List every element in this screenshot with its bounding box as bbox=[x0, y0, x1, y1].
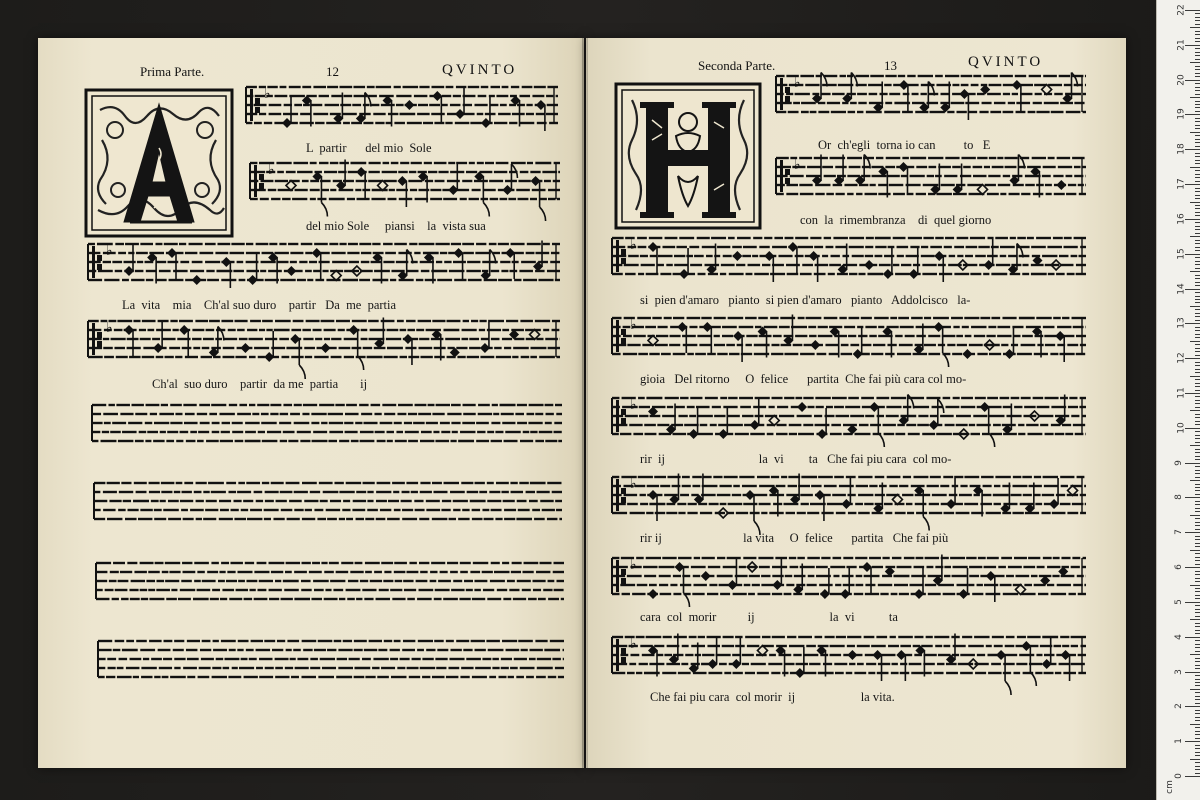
flat-sign: ♭ bbox=[630, 556, 637, 573]
ruler-tick bbox=[1185, 428, 1200, 429]
ruler-tick bbox=[1195, 226, 1200, 227]
ruler-tick bbox=[1195, 403, 1200, 404]
ruler-tick bbox=[1190, 97, 1200, 98]
ruler-tick bbox=[1190, 619, 1200, 620]
ruler-tick bbox=[1195, 31, 1200, 32]
ruler-tick bbox=[1195, 66, 1200, 67]
lyric-line: del mio Sole piansi la vista sua bbox=[306, 219, 486, 233]
ruler-tick bbox=[1195, 407, 1200, 408]
ruler-tick bbox=[1195, 111, 1200, 112]
ruler-number: 6 bbox=[1173, 564, 1184, 570]
voice-title: QVINTO bbox=[968, 54, 1044, 70]
ruler-tick bbox=[1195, 261, 1200, 262]
ruler-tick bbox=[1195, 609, 1200, 610]
ruler-tick bbox=[1185, 219, 1200, 220]
ruler-tick bbox=[1195, 477, 1200, 478]
ruler-tick bbox=[1190, 341, 1200, 342]
ruler-tick bbox=[1195, 128, 1200, 129]
ruler-tick bbox=[1195, 529, 1200, 530]
ruler-tick bbox=[1195, 153, 1200, 154]
ruler-tick bbox=[1195, 48, 1200, 49]
flat-sign: ♭ bbox=[630, 475, 637, 492]
lyric-line: Ch'al suo duro partir da me partia ij bbox=[152, 377, 368, 391]
ruler-tick bbox=[1190, 271, 1200, 272]
ruler-tick bbox=[1195, 59, 1200, 60]
ruler-tick bbox=[1195, 438, 1200, 439]
ruler-tick bbox=[1195, 355, 1200, 356]
flat-sign: ♭ bbox=[630, 396, 637, 413]
ruler-tick bbox=[1195, 233, 1200, 234]
ruler-tick bbox=[1195, 76, 1200, 77]
ruler-tick bbox=[1195, 90, 1200, 91]
ruler-tick bbox=[1195, 633, 1200, 634]
ruler-tick bbox=[1190, 445, 1200, 446]
ruler-number: 7 bbox=[1173, 529, 1184, 536]
ruler-tick bbox=[1195, 710, 1200, 711]
ruler-tick bbox=[1185, 463, 1200, 464]
ruler-tick bbox=[1195, 703, 1200, 704]
ruler-tick bbox=[1195, 313, 1200, 314]
flat-sign: ♭ bbox=[106, 319, 113, 336]
lyric-line: Che fai piu cara col morir ij la vita. bbox=[650, 690, 895, 704]
ruler-tick bbox=[1195, 449, 1200, 450]
ruler-tick bbox=[1195, 574, 1200, 575]
ruler-tick bbox=[1195, 696, 1200, 697]
flat-sign: ♭ bbox=[794, 156, 801, 173]
ruler-tick bbox=[1195, 386, 1200, 387]
ruler-tick bbox=[1195, 414, 1200, 415]
ruler-tick bbox=[1190, 654, 1200, 655]
ruler-tick bbox=[1195, 104, 1200, 105]
ruler-tick bbox=[1190, 27, 1200, 28]
ruler-number: 10 bbox=[1176, 422, 1187, 434]
ruler-tick bbox=[1195, 69, 1200, 70]
ruler-tick bbox=[1185, 323, 1200, 324]
flat-sign: ♭ bbox=[106, 242, 113, 259]
ruler-tick bbox=[1195, 727, 1200, 728]
lyric-line: La vita mia Ch'al suo duro partir Da me partia bbox=[122, 298, 397, 312]
ruler-number: 0 bbox=[1173, 773, 1184, 779]
ruler-tick bbox=[1190, 724, 1200, 725]
ruler-tick bbox=[1195, 731, 1200, 732]
ruler-tick bbox=[1185, 358, 1200, 359]
ruler-tick bbox=[1195, 139, 1200, 140]
ruler-tick bbox=[1195, 752, 1200, 753]
initial-a-woodcut bbox=[86, 90, 232, 236]
ruler-tick bbox=[1185, 497, 1200, 498]
flat-sign: ♭ bbox=[268, 161, 275, 178]
ruler-tick bbox=[1195, 55, 1200, 56]
ruler-tick bbox=[1195, 738, 1200, 739]
ruler-tick bbox=[1195, 773, 1200, 774]
ruler-number: 18 bbox=[1176, 143, 1187, 155]
ruler-tick bbox=[1195, 174, 1200, 175]
ruler-tick bbox=[1195, 560, 1200, 561]
ruler-tick bbox=[1195, 616, 1200, 617]
ruler-tick bbox=[1195, 156, 1200, 157]
ruler-number: 1 bbox=[1173, 738, 1184, 745]
ruler-tick bbox=[1185, 393, 1200, 394]
ruler-tick bbox=[1190, 515, 1200, 516]
ruler-tick bbox=[1195, 264, 1200, 265]
ruler-tick bbox=[1195, 452, 1200, 453]
ruler-tick bbox=[1195, 20, 1200, 21]
ruler-tick bbox=[1195, 557, 1200, 558]
ruler-tick bbox=[1195, 181, 1200, 182]
folio-number: 12 bbox=[326, 64, 339, 79]
ruler-tick bbox=[1195, 292, 1200, 293]
ruler-number: 16 bbox=[1176, 213, 1187, 225]
ruler-tick bbox=[1195, 456, 1200, 457]
ruler-number: 5 bbox=[1173, 599, 1184, 605]
ruler-tick bbox=[1195, 198, 1200, 199]
ruler-number: 17 bbox=[1176, 178, 1187, 190]
ruler-tick bbox=[1195, 755, 1200, 756]
ruler-tick bbox=[1195, 34, 1200, 35]
ruler-tick bbox=[1195, 665, 1200, 666]
ruler-tick bbox=[1195, 142, 1200, 143]
ruler-tick bbox=[1185, 10, 1200, 11]
ruler-tick bbox=[1195, 348, 1200, 349]
ruler-tick bbox=[1195, 435, 1200, 436]
ruler-tick bbox=[1195, 320, 1200, 321]
ruler-number: 12 bbox=[1176, 352, 1187, 364]
ruler-tick bbox=[1195, 668, 1200, 669]
ruler-tick bbox=[1195, 564, 1200, 565]
ruler-tick bbox=[1185, 114, 1200, 115]
ruler-tick bbox=[1195, 417, 1200, 418]
ruler-number: 9 bbox=[1173, 459, 1184, 466]
flat-sign: ♭ bbox=[630, 236, 637, 253]
ruler-tick bbox=[1195, 146, 1200, 147]
ruler-tick bbox=[1195, 658, 1200, 659]
ruler-tick bbox=[1195, 87, 1200, 88]
ruler-tick bbox=[1195, 334, 1200, 335]
ruler-tick bbox=[1195, 17, 1200, 18]
ruler-tick bbox=[1195, 745, 1200, 746]
ruler-tick bbox=[1190, 62, 1200, 63]
ruler-tick bbox=[1195, 518, 1200, 519]
ruler-tick bbox=[1195, 243, 1200, 244]
ruler-tick bbox=[1190, 306, 1200, 307]
ruler-tick bbox=[1190, 410, 1200, 411]
ruler-tick bbox=[1195, 205, 1200, 206]
ruler-tick bbox=[1195, 278, 1200, 279]
ruler-tick bbox=[1195, 762, 1200, 763]
ruler-tick bbox=[1195, 431, 1200, 432]
ruler-tick bbox=[1195, 379, 1200, 380]
ruler-tick bbox=[1195, 571, 1200, 572]
ruler-tick bbox=[1195, 553, 1200, 554]
ruler-tick bbox=[1190, 167, 1200, 168]
flat-sign: ♭ bbox=[264, 85, 271, 102]
ruler-tick bbox=[1195, 612, 1200, 613]
ruler-tick bbox=[1195, 623, 1200, 624]
ruler-tick bbox=[1195, 282, 1200, 283]
ruler-tick bbox=[1195, 630, 1200, 631]
ruler-tick bbox=[1195, 215, 1200, 216]
ruler-tick bbox=[1195, 344, 1200, 345]
ruler-tick bbox=[1195, 511, 1200, 512]
ruler-tick bbox=[1195, 316, 1200, 317]
ruler-tick bbox=[1190, 202, 1200, 203]
ruler-tick bbox=[1195, 769, 1200, 770]
ruler-tick bbox=[1195, 212, 1200, 213]
ruler-tick bbox=[1195, 52, 1200, 53]
ruler-unit-label: cm bbox=[1164, 780, 1175, 794]
ruler-tick bbox=[1195, 713, 1200, 714]
ruler-number: 15 bbox=[1176, 247, 1187, 260]
ruler-tick bbox=[1195, 734, 1200, 735]
ruler-tick bbox=[1195, 685, 1200, 686]
ruler-number: 19 bbox=[1176, 108, 1187, 121]
ruler-tick bbox=[1195, 595, 1200, 596]
lyric-line: gioia Del ritorno O felice partita Che fai più cara col mo- bbox=[640, 372, 967, 386]
ruler-tick bbox=[1195, 125, 1200, 126]
folio-number: 13 bbox=[884, 58, 897, 73]
ruler-tick bbox=[1195, 494, 1200, 495]
ruler-tick bbox=[1195, 302, 1200, 303]
ruler-tick bbox=[1195, 490, 1200, 491]
ruler-tick bbox=[1195, 766, 1200, 767]
ruler-tick bbox=[1195, 240, 1200, 241]
initial-h-woodcut bbox=[616, 84, 760, 228]
ruler-tick bbox=[1185, 567, 1200, 568]
ruler-tick bbox=[1195, 268, 1200, 269]
ruler-tick bbox=[1195, 390, 1200, 391]
ruler-tick bbox=[1195, 473, 1200, 474]
flat-sign: ♭ bbox=[630, 316, 637, 333]
ruler-tick bbox=[1195, 578, 1200, 579]
ruler-number: 21 bbox=[1176, 39, 1187, 51]
ruler-tick bbox=[1195, 327, 1200, 328]
ruler-tick bbox=[1195, 598, 1200, 599]
ruler-tick bbox=[1195, 188, 1200, 189]
ruler-tick bbox=[1195, 160, 1200, 161]
ruler-tick bbox=[1190, 376, 1200, 377]
ruler-tick bbox=[1185, 741, 1200, 742]
ruler-tick bbox=[1195, 720, 1200, 721]
measuring-ruler bbox=[1156, 0, 1200, 800]
ruler-tick bbox=[1195, 73, 1200, 74]
ruler-tick bbox=[1185, 532, 1200, 533]
ruler-tick bbox=[1190, 759, 1200, 760]
ruler-tick bbox=[1195, 351, 1200, 352]
ruler-tick bbox=[1195, 605, 1200, 606]
ruler-tick bbox=[1195, 101, 1200, 102]
ruler-tick bbox=[1185, 637, 1200, 638]
ruler-tick bbox=[1195, 679, 1200, 680]
lyric-line: Or ch'egli torna io can to E bbox=[818, 138, 991, 152]
ruler-number: 22 bbox=[1176, 4, 1187, 16]
ruler-tick bbox=[1195, 539, 1200, 540]
ruler-tick bbox=[1195, 647, 1200, 648]
ruler-tick bbox=[1195, 508, 1200, 509]
ruler-tick bbox=[1195, 362, 1200, 363]
ruler-tick bbox=[1195, 459, 1200, 460]
running-head-seconda: Seconda Parte. bbox=[698, 58, 776, 73]
ruler-tick bbox=[1190, 550, 1200, 551]
ruler-tick bbox=[1195, 466, 1200, 467]
lyric-line: cara col morir ij la vi ta bbox=[640, 610, 898, 624]
ruler-tick bbox=[1195, 501, 1200, 502]
ruler-tick bbox=[1195, 208, 1200, 209]
ruler-tick bbox=[1185, 776, 1200, 777]
ruler-tick bbox=[1195, 692, 1200, 693]
ruler-tick bbox=[1195, 487, 1200, 488]
ruler-tick bbox=[1195, 13, 1200, 14]
ruler-tick bbox=[1195, 661, 1200, 662]
ruler-tick bbox=[1195, 383, 1200, 384]
ruler-tick bbox=[1195, 229, 1200, 230]
ruler-tick bbox=[1185, 184, 1200, 185]
ruler-tick bbox=[1195, 163, 1200, 164]
ruler-tick bbox=[1195, 107, 1200, 108]
lyric-line: con la rimembranza di quel giorno bbox=[800, 213, 992, 227]
ruler-tick bbox=[1195, 135, 1200, 136]
ruler-number: 14 bbox=[1176, 282, 1187, 295]
ruler-tick bbox=[1195, 682, 1200, 683]
ruler-tick bbox=[1190, 132, 1200, 133]
ruler-tick bbox=[1195, 195, 1200, 196]
ruler-tick bbox=[1195, 299, 1200, 300]
ruler-tick bbox=[1185, 672, 1200, 673]
ruler-tick bbox=[1195, 504, 1200, 505]
ruler-tick bbox=[1195, 484, 1200, 485]
flat-sign: ♭ bbox=[794, 74, 801, 91]
ruler-number: 8 bbox=[1173, 494, 1184, 501]
ruler-tick bbox=[1195, 372, 1200, 373]
ruler-tick bbox=[1195, 543, 1200, 544]
lyric-line: rir ij la vita O felice partita Che fai più bbox=[640, 531, 949, 545]
ruler-tick bbox=[1195, 337, 1200, 338]
ruler-tick bbox=[1195, 581, 1200, 582]
ruler-tick bbox=[1195, 675, 1200, 676]
ruler-number: 4 bbox=[1173, 633, 1184, 640]
ruler-tick bbox=[1195, 396, 1200, 397]
ruler-tick bbox=[1195, 118, 1200, 119]
ruler-tick bbox=[1185, 706, 1200, 707]
ruler-number: 2 bbox=[1173, 703, 1184, 710]
ruler-tick bbox=[1195, 442, 1200, 443]
ruler-tick bbox=[1190, 585, 1200, 586]
ruler-tick bbox=[1195, 38, 1200, 39]
ruler-tick bbox=[1195, 250, 1200, 251]
lyric-line: si pien d'amaro pianto si pien d'amaro pianto Addolcisco la- bbox=[640, 293, 971, 307]
ruler-tick bbox=[1195, 525, 1200, 526]
ruler-tick bbox=[1195, 591, 1200, 592]
ruler-tick bbox=[1195, 400, 1200, 401]
ruler-number: 20 bbox=[1176, 73, 1187, 86]
ruler-tick bbox=[1195, 222, 1200, 223]
ruler-tick bbox=[1195, 626, 1200, 627]
running-head-prima: Prima Parte. bbox=[140, 64, 205, 79]
ruler-tick bbox=[1195, 470, 1200, 471]
lyric-line: L partir del mio Sole bbox=[306, 141, 432, 155]
ruler-tick bbox=[1195, 285, 1200, 286]
ruler-tick bbox=[1195, 748, 1200, 749]
ruler-tick bbox=[1195, 644, 1200, 645]
ruler-tick bbox=[1195, 699, 1200, 700]
ruler-tick bbox=[1185, 602, 1200, 603]
ruler-tick bbox=[1195, 296, 1200, 297]
ruler-tick bbox=[1195, 424, 1200, 425]
ruler-tick bbox=[1195, 170, 1200, 171]
ruler-tick bbox=[1195, 24, 1200, 25]
ruler-tick bbox=[1195, 369, 1200, 370]
ruler-tick bbox=[1195, 247, 1200, 248]
ruler-tick bbox=[1195, 522, 1200, 523]
ruler-tick bbox=[1185, 45, 1200, 46]
ruler-tick bbox=[1195, 717, 1200, 718]
ruler-tick bbox=[1195, 275, 1200, 276]
ruler-number: 11 bbox=[1176, 387, 1187, 399]
ruler-tick bbox=[1185, 254, 1200, 255]
ruler-tick bbox=[1190, 689, 1200, 690]
ruler-tick bbox=[1195, 121, 1200, 122]
ruler-tick bbox=[1185, 80, 1200, 81]
ruler-tick bbox=[1190, 236, 1200, 237]
ruler-tick bbox=[1195, 94, 1200, 95]
ruler-tick bbox=[1195, 191, 1200, 192]
ruler-tick bbox=[1190, 480, 1200, 481]
ruler-tick bbox=[1195, 257, 1200, 258]
ruler-tick bbox=[1195, 651, 1200, 652]
ruler-tick bbox=[1195, 421, 1200, 422]
ruler-number: 3 bbox=[1173, 668, 1184, 675]
voice-title: QVINTO bbox=[442, 62, 518, 78]
lyric-line: rir ij la vi ta Che fai piu cara col mo- bbox=[640, 452, 952, 466]
ruler-tick bbox=[1195, 177, 1200, 178]
ruler-tick bbox=[1195, 536, 1200, 537]
ruler-tick bbox=[1195, 83, 1200, 84]
ruler-tick bbox=[1195, 330, 1200, 331]
ruler-tick bbox=[1195, 546, 1200, 547]
ruler-tick bbox=[1195, 640, 1200, 641]
ruler-tick bbox=[1185, 289, 1200, 290]
flat-sign: ♭ bbox=[630, 635, 637, 652]
ruler-tick bbox=[1195, 41, 1200, 42]
ruler-tick bbox=[1195, 365, 1200, 366]
ruler-tick bbox=[1195, 309, 1200, 310]
ruler-number: 13 bbox=[1176, 317, 1187, 330]
ruler-tick bbox=[1195, 588, 1200, 589]
ruler-tick bbox=[1185, 149, 1200, 150]
